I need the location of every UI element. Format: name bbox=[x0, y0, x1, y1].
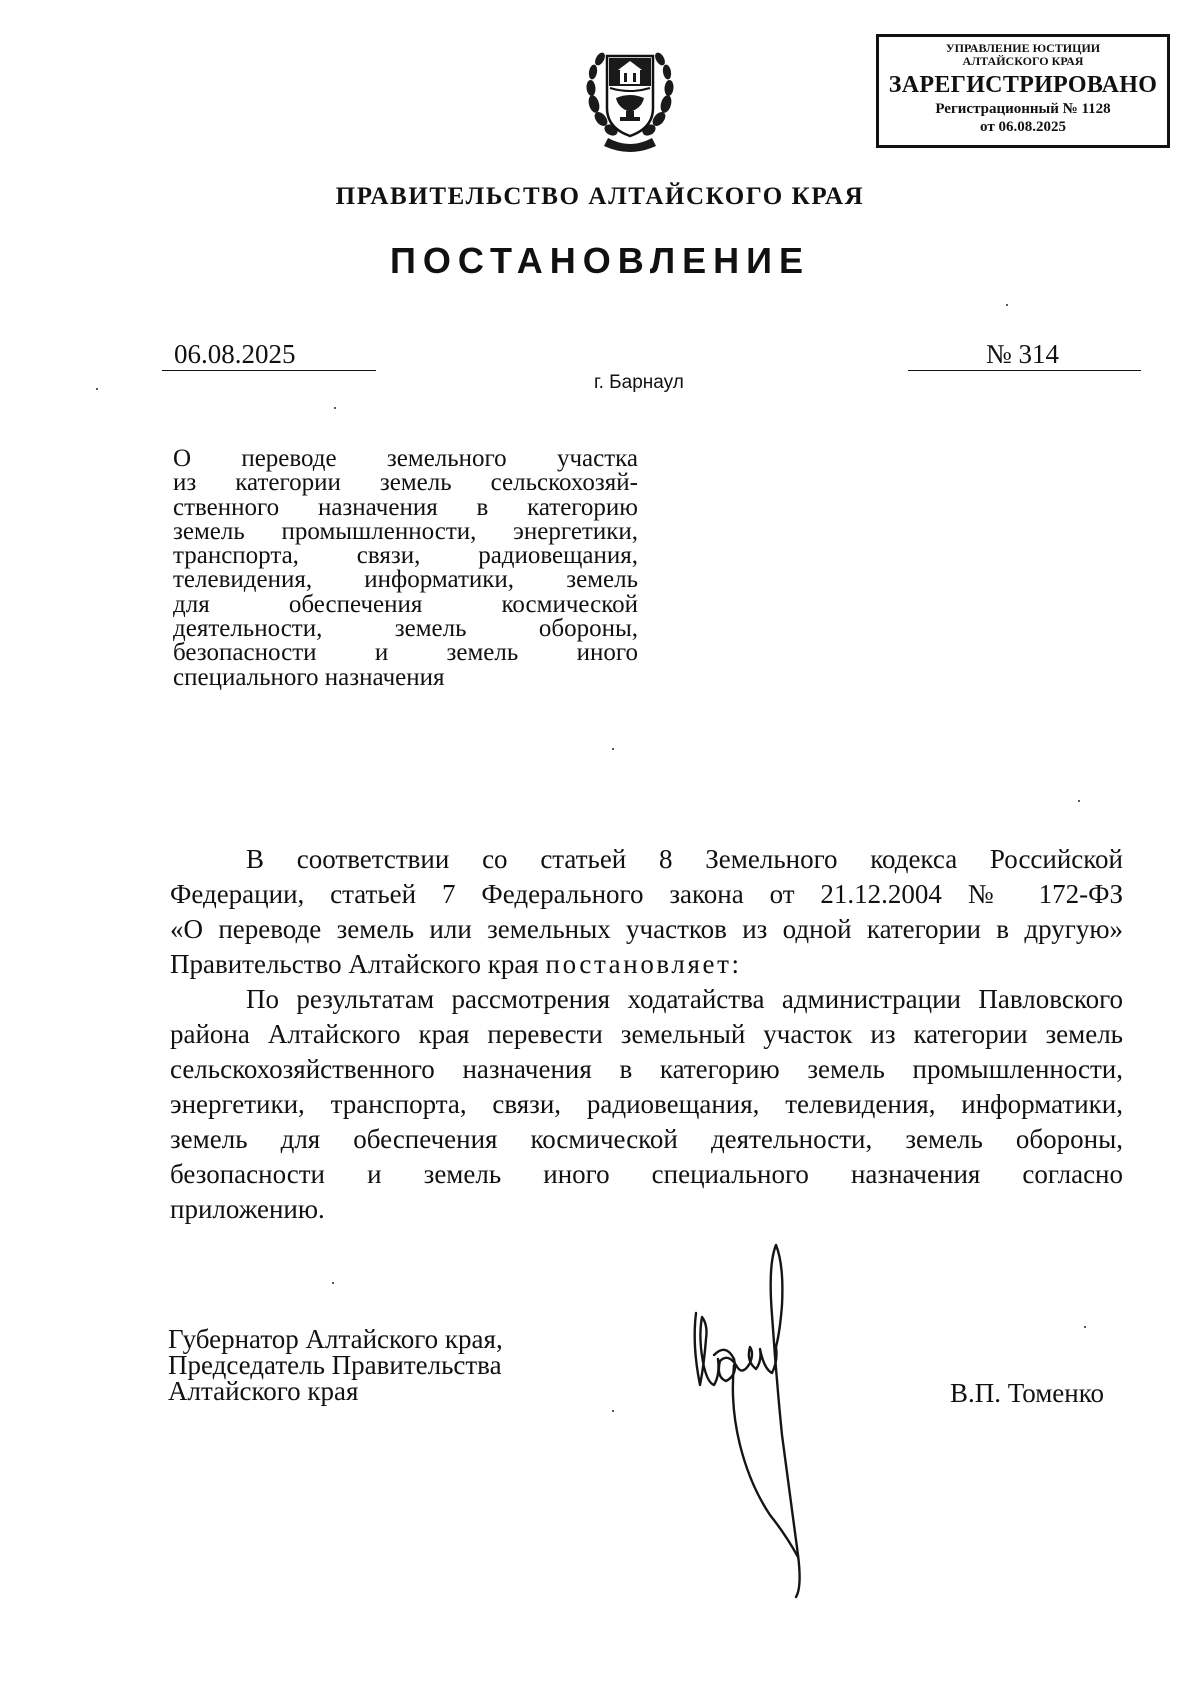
body-line: земель для обеспечения космической деятельности, земель обороны, bbox=[170, 1124, 1123, 1154]
body-line: «О переводе земель или земельных участков из одной категории в другую» bbox=[170, 914, 1123, 944]
subject-line: земель промышленности, энергетики, bbox=[173, 517, 638, 545]
body-line: В соответствии со статьей 8 Земельного кодекса Российской bbox=[246, 844, 1123, 874]
stamp-date: 06.08.2025 bbox=[998, 119, 1066, 136]
subject-line: специального назначения bbox=[173, 663, 445, 691]
body-line: энергетики, транспорта, связи, радиовещания, телевидения, информатики, bbox=[170, 1089, 1123, 1119]
body-line: приложению. bbox=[170, 1194, 325, 1224]
document-date: 06.08.2025 bbox=[162, 338, 376, 371]
subject-line: телевидения, информатики, земель bbox=[173, 566, 638, 594]
body-line-prefix: Правительство Алтайского края bbox=[170, 949, 546, 979]
resolves-keyword: постановляет: bbox=[545, 949, 742, 979]
document-number: № 314 bbox=[908, 338, 1141, 371]
document-body bbox=[170, 842, 1123, 1227]
scan-speck bbox=[1084, 1326, 1086, 1328]
subject-line: деятельности, земель обороны, bbox=[173, 615, 638, 643]
document-subject bbox=[173, 447, 638, 690]
stamp-org-line2: АЛТАЙСКОГО КРАЯ bbox=[962, 54, 1084, 69]
stamp-reg-number: 1128 bbox=[1081, 100, 1111, 117]
scan-speck bbox=[612, 1410, 614, 1412]
government-name: ПРАВИТЕЛЬСТВО АЛТАЙСКОГО КРАЯ bbox=[335, 183, 865, 210]
coat-of-arms-icon bbox=[580, 42, 680, 158]
subject-line: для обеспечения космической bbox=[173, 590, 638, 618]
body-line: Федерации, статьей 7 Федерального закона от 21.12.2004 № 172-ФЗ bbox=[170, 879, 1123, 909]
scan-speck bbox=[332, 1282, 334, 1284]
document-city: г. Барнаул bbox=[594, 372, 684, 393]
scan-speck bbox=[96, 388, 98, 390]
subject-line: транспорта, связи, радиовещания, bbox=[173, 542, 638, 570]
scan-speck bbox=[334, 407, 336, 409]
subject-line: О переводе земельного участка bbox=[173, 445, 638, 472]
body-line: безопасности и земель иного специального назначения согласно bbox=[170, 1159, 1123, 1189]
stamp-date-line bbox=[879, 119, 1167, 136]
registration-stamp bbox=[876, 34, 1170, 148]
stamp-reg-line bbox=[879, 101, 1167, 118]
scan-speck bbox=[1078, 800, 1080, 802]
signer-name: В.П. Томенко bbox=[950, 1378, 1104, 1408]
handwritten-signature-icon bbox=[690, 1235, 840, 1605]
signer-title-line: Алтайского края bbox=[168, 1376, 359, 1406]
scan-speck bbox=[612, 748, 614, 750]
subject-line: безопасности и земель иного bbox=[173, 639, 638, 667]
stamp-status: ЗАРЕГИСТРИРОВАНО bbox=[888, 72, 1158, 99]
stamp-reg-label: Регистрационный № bbox=[935, 100, 1078, 117]
body-line: района Алтайского края перевести земельный участок из категории земель bbox=[170, 1019, 1123, 1049]
stamp-date-label: от bbox=[980, 119, 995, 136]
signer-title bbox=[168, 1326, 503, 1404]
document-type: ПОСТАНОВЛЕНИЕ bbox=[390, 240, 810, 281]
subject-line: ственного назначения в категорию bbox=[173, 493, 638, 521]
subject-line: из категории земель сельскохозяй- bbox=[173, 469, 638, 497]
stamp-org-line1: УПРАВЛЕНИЕ ЮСТИЦИИ bbox=[945, 41, 1101, 55]
body-line: По результатам рассмотрения ходатайства администрации Павловского bbox=[246, 984, 1123, 1014]
signer-title-line: Председатель Правительства bbox=[168, 1350, 502, 1380]
body-line bbox=[170, 947, 1123, 982]
scan-speck bbox=[1006, 304, 1008, 306]
body-line: сельскохозяйственного назначения в категорию земель промышленности, bbox=[170, 1054, 1123, 1084]
signer-title-line: Губернатор Алтайского края, bbox=[168, 1324, 503, 1354]
